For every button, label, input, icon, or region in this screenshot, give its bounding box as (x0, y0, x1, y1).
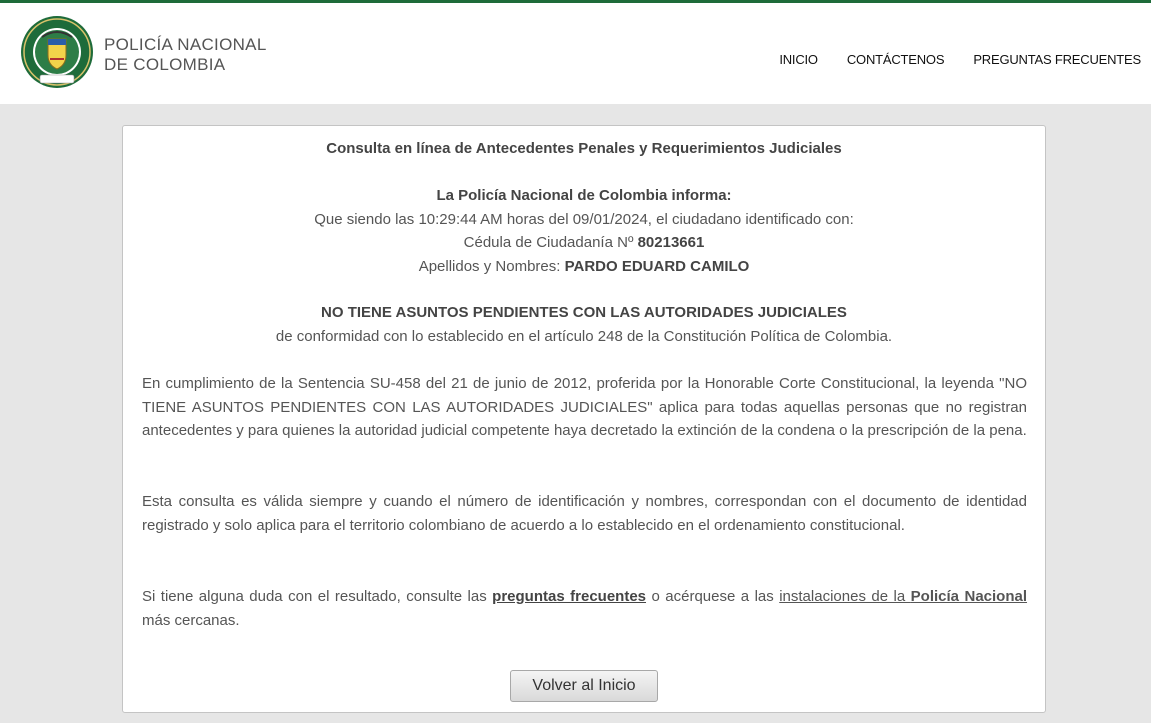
back-to-home-button[interactable]: Volver al Inicio (510, 670, 658, 702)
citizen-info (123, 184, 1045, 278)
sentencia-paragraph: En cumplimiento de la Sentencia SU-458 del 21 de junio de 2012, proferida por la Honorable Corte Constitucional, la leyenda "NO TIENE ASUNTOS PENDIENTES CON LAS AUTORIDADES JUDICIALES" aplica para todas aquellas personas que no registran antecedentes y para quienes la autoridad judicial competente haya decretado la extinción de la condena o la prescripción de la pena. (142, 375, 1027, 439)
id-number: 80213661 (637, 234, 705, 251)
citizen-name: PARDO EDUARD CAMILO (564, 257, 750, 275)
help-paragraph: Si tiene alguna duda con el resultado, consulte las preguntas frecuentes o acérquese a las instalaciones de la Policía Nacional más cercanas. (142, 588, 1028, 629)
informa-heading: La Policía Nacional de Colombia informa: (436, 187, 732, 204)
faq-link[interactable]: preguntas frecuentes (492, 588, 647, 605)
time-line: Que siendo las 10:29:44 AM horas del 09/01/2024, el ciudadano identificado con: (314, 210, 854, 228)
brand-line-1: POLICÍA NACIONAL (104, 35, 267, 54)
status-text: NO TIENE ASUNTOS PENDIENTES CON LAS AUTORIDADES JUDICIALES (321, 304, 847, 321)
query-time: 10:29:44 AM (418, 210, 503, 228)
police-shield-seal-icon[interactable] (20, 15, 94, 89)
installations-link[interactable]: instalaciones de la Policía Nacional (779, 588, 1028, 605)
nav-preguntas-frecuentes[interactable]: PREGUNTAS FRECUENTES (973, 52, 1141, 67)
main-nav (750, 52, 1141, 67)
nav-contactenos[interactable]: CONTÁCTENOS (846, 52, 945, 67)
status-subtext: de conformidad con lo establecido en el artículo 248 de la Constitución Política de Colombia. (275, 327, 893, 345)
brand-line-2: DE COLOMBIA (104, 55, 226, 74)
card-title: Consulta en línea de Antecedentes Penales y Requerimientos Judiciales (326, 140, 842, 157)
nav-inicio[interactable]: INICIO (779, 52, 818, 67)
validity-paragraph: Esta consulta es válida siempre y cuando el número de identificación y nombres, correspondan con el documento de identidad registrado y solo aplica para el territorio colombiano de acuerdo a lo establecido en el ordenamiento constitucional. (142, 493, 1027, 534)
result-card (122, 125, 1046, 713)
id-line: Cédula de Ciudadanía Nº 80213661 (463, 234, 705, 251)
status-block (123, 301, 1045, 348)
brand-name (104, 35, 267, 75)
site-header (0, 3, 1151, 104)
query-date: 09/01/2024 (572, 210, 648, 228)
name-line: Apellidos y Nombres: PARDO EDUARD CAMILO (418, 257, 750, 275)
